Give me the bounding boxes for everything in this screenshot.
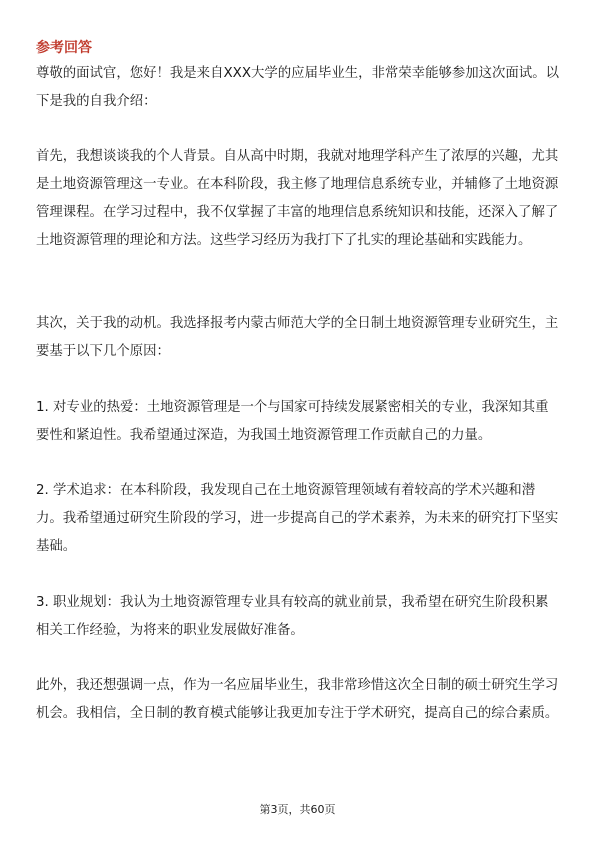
paragraph-reason-3: 3. 职业规划：我认为土地资源管理专业具有较高的就业前景，我希望在研究生阶段积累相关工作经验，为将来的职业发展做好准备。: [36, 595, 549, 638]
page-number: 第3页，共60页: [259, 803, 336, 816]
paragraph-motivation: 其次，关于我的动机。我选择报考内蒙古师范大学的全日制土地资源管理专业研究生，主要基于以下几个原因：: [36, 316, 559, 359]
paragraph-reason-2: 2. 学术追求：在本科阶段，我发现自己在土地资源管理领域有着较高的学术兴趣和潜力。我希望通过研究生阶段的学习，进一步提高自己的学术素养，为未来的研究打下坚实基础。: [36, 483, 559, 554]
paragraph-background: 首先，我想谈谈我的个人背景。自从高中时期，我就对地理学科产生了浓厚的兴趣，尤其是土地资源管理这一专业。在本科阶段，我主修了地理信息系统专业，并辅修了土地资源管理课程。在学习过程中，我不仅掌握了丰富的地理信息系统知识和技能，还深入了解了土地资源管理的理论和方法。这些学习经历为我打下了扎实的理论基础和实践能力。: [36, 149, 559, 248]
paragraph-reason-1: 1. 对专业的热爱：土地资源管理是一个与国家可持续发展紧密相关的专业，我深知其重要性和紧迫性。我希望通过深造，为我国土地资源管理工作贡献自己的力量。: [36, 400, 549, 443]
answer-heading: 参考回答: [36, 40, 92, 56]
paragraph-greeting: 尊敬的面试官，您好！我是来自XXX大学的应届毕业生，非常荣幸能够参加这次面试。以下是我的自我介绍：: [36, 66, 559, 109]
paragraph-closing: 此外，我还想强调一点，作为一名应届毕业生，我非常珍惜这次全日制的硕士研究生学习机会。我相信，全日制的教育模式能够让我更加专注于学术研究，提高自己的综合素质。: [36, 678, 559, 721]
